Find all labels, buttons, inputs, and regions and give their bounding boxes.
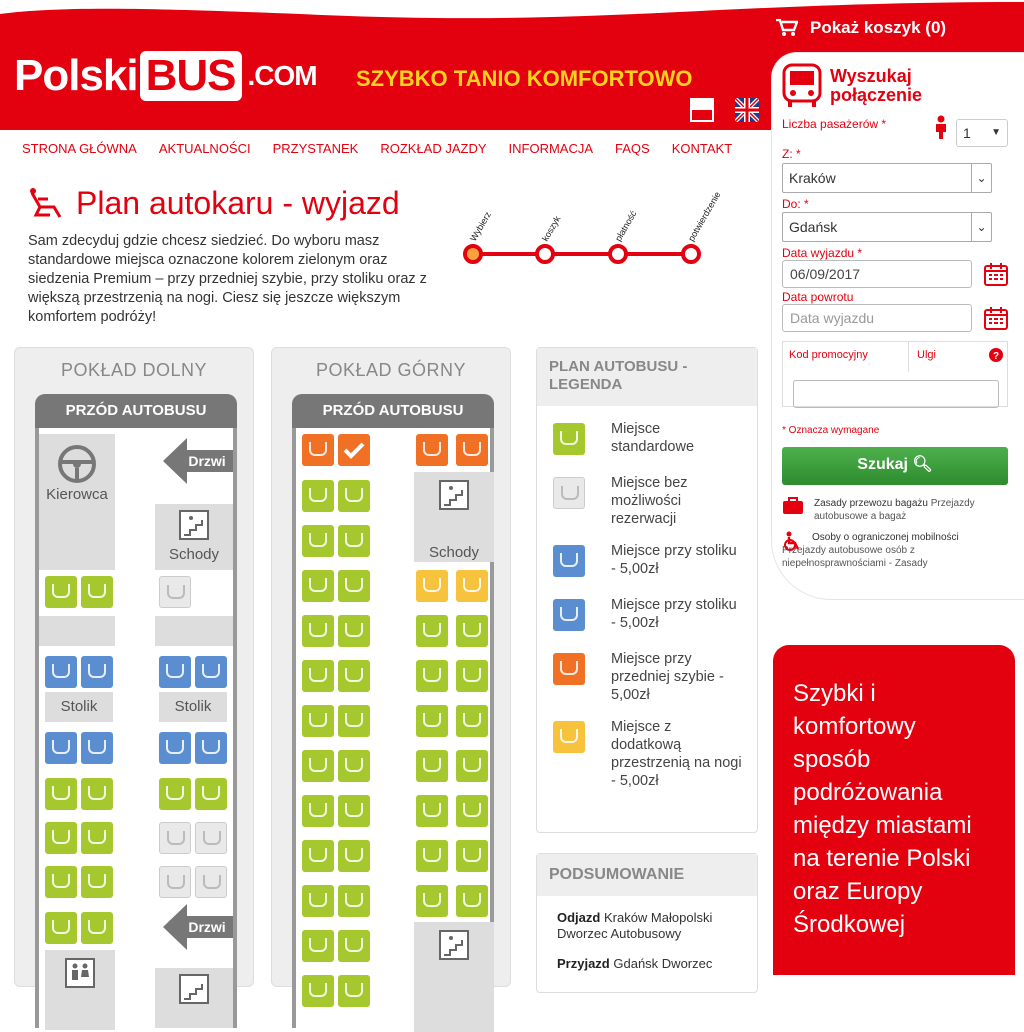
search-title-2: połączenie — [830, 85, 923, 105]
seat-standard[interactable] — [338, 885, 370, 917]
nav-home[interactable]: STRONA GŁÓWNA — [22, 140, 137, 156]
nav-information[interactable]: INFORMACJA — [508, 140, 594, 156]
deck-upper-front: PRZÓD AUTOBUSU — [292, 394, 494, 430]
page-title-text: Plan autokaru - wyjazd — [76, 185, 400, 221]
door-arrow-icon — [163, 904, 233, 950]
search-header — [782, 63, 922, 109]
seat-standard[interactable] — [195, 778, 227, 810]
chevron-down-icon: ⌄ — [971, 213, 991, 241]
table-label: Stolik — [174, 698, 212, 715]
seat-table[interactable] — [45, 656, 77, 688]
seat-selected[interactable] — [338, 434, 370, 466]
nav-news[interactable]: AKTUALNOŚCI — [158, 140, 251, 156]
flag-uk-icon[interactable] — [735, 98, 759, 122]
departure-date-input[interactable]: 06/09/2017 — [782, 260, 972, 288]
promo-tabs — [782, 341, 1008, 407]
seat-standard[interactable] — [338, 705, 370, 737]
logo-bus: BUS — [140, 51, 242, 101]
flag-pl-icon[interactable] — [690, 98, 714, 122]
booking-steps — [455, 180, 745, 280]
step-2-dot — [537, 246, 553, 262]
logo-com: .COM — [247, 60, 317, 91]
legend-item — [553, 596, 745, 636]
toilet-area — [45, 950, 115, 1030]
steering-wheel-icon — [57, 444, 97, 484]
search-button[interactable] — [782, 447, 1008, 485]
required-note: * Oznacza wymagane — [782, 425, 880, 436]
seat-standard[interactable] — [302, 930, 334, 962]
return-date-input[interactable]: Data wyjazdu — [782, 304, 972, 332]
calendar-icon[interactable] — [984, 262, 1008, 286]
driver-area — [39, 434, 115, 570]
mobility-title: Osoby o ograniczonej mobilności — [812, 532, 959, 543]
toilet-icon — [65, 958, 95, 988]
legend-swatch-front-window — [553, 653, 585, 685]
seat-front-window[interactable] — [456, 434, 488, 466]
seat-standard[interactable] — [456, 840, 488, 872]
summary-arrival-value: Gdańsk Dworzec — [613, 956, 713, 971]
stairs-icon — [179, 510, 209, 540]
legend-swatch-standard — [553, 423, 585, 455]
seat-icon — [28, 187, 64, 221]
promo-box: Szybki i komfortowy sposób podróżowania między miastami na terenie Polski oraz Europy Środkowej — [773, 645, 1015, 975]
door-label: Drzwi — [188, 453, 226, 469]
seat-legroom[interactable] — [416, 570, 448, 602]
luggage-text: Przejazdy autobusowe a bagaż — [814, 498, 975, 522]
search-button-label: Szukaj — [857, 456, 908, 473]
legend-label: Miejsce przy przedniej szybie - 5,00zł — [611, 651, 724, 703]
seat-standard[interactable] — [338, 660, 370, 692]
from-select[interactable] — [782, 163, 992, 193]
nav-faqs[interactable]: FAQS — [615, 140, 650, 156]
seat-standard[interactable] — [338, 525, 370, 557]
seat-unavailable — [159, 866, 191, 898]
summary-title: PODSUMOWANIE — [537, 854, 757, 896]
promo-code-input[interactable] — [793, 380, 999, 408]
seat-standard[interactable] — [302, 885, 334, 917]
table-block — [45, 692, 113, 722]
seat-standard[interactable] — [456, 885, 488, 917]
seat-standard[interactable] — [302, 795, 334, 827]
legend-label: Miejsce standardowe — [611, 421, 695, 455]
seat-standard[interactable] — [416, 795, 448, 827]
legend-item — [553, 718, 745, 790]
seat-standard[interactable] — [456, 795, 488, 827]
stairs-label: Schody — [428, 544, 480, 561]
to-select[interactable] — [782, 212, 992, 242]
departure-date-label: Data wyjazdu * — [782, 246, 863, 260]
table-label: Stolik — [60, 698, 98, 715]
summary-arrival — [557, 956, 739, 972]
seat-standard[interactable] — [45, 778, 77, 810]
summary-arrival-label: Przyjazd — [557, 956, 610, 971]
luggage-info[interactable] — [782, 497, 1008, 523]
main-nav — [0, 130, 770, 166]
seat-unavailable — [195, 866, 227, 898]
help-icon[interactable] — [989, 348, 1003, 362]
deck-upper — [271, 347, 511, 987]
summary-panel — [536, 853, 758, 993]
seat-standard[interactable] — [45, 576, 77, 608]
seat-standard[interactable] — [338, 840, 370, 872]
seat-unavailable — [159, 822, 191, 854]
passengers-value: 1 — [963, 125, 971, 141]
cart-icon — [776, 19, 798, 37]
legend-label: Miejsce z dodatkową przestrzenią na nogi - 5,00zł — [611, 719, 742, 789]
mobility-info[interactable] — [782, 531, 1008, 570]
seat-standard[interactable] — [81, 822, 113, 854]
step-3-dot — [610, 246, 626, 262]
seat-standard[interactable] — [416, 615, 448, 647]
seat-table[interactable] — [159, 656, 191, 688]
aisle-block — [155, 616, 233, 646]
seat-legroom[interactable] — [456, 570, 488, 602]
passengers-select[interactable] — [956, 119, 1008, 147]
summary-departure — [557, 910, 739, 942]
to-label: Do: * — [782, 197, 809, 211]
seat-standard[interactable] — [81, 576, 113, 608]
seat-standard[interactable] — [338, 480, 370, 512]
seat-standard[interactable] — [81, 866, 113, 898]
deck-upper-title: POKŁAD GÓRNY — [315, 360, 467, 380]
legend-label: Miejsce przy stoliku - 5,00zł — [611, 597, 737, 631]
seat-standard[interactable] — [338, 975, 370, 1007]
seat-standard[interactable] — [416, 660, 448, 692]
driver-label: Kierowca — [46, 486, 108, 503]
seat-standard[interactable] — [416, 885, 448, 917]
tagline: SZYBKO TANIO KOMFORTOWO — [356, 66, 693, 91]
seat-standard[interactable] — [302, 660, 334, 692]
logo-text: Polski — [14, 51, 138, 100]
legend-item — [553, 420, 745, 460]
door-label: Drzwi — [188, 919, 226, 935]
seat-standard[interactable] — [416, 840, 448, 872]
summary-departure-label: Odjazd — [557, 910, 601, 925]
nav-contact[interactable]: KONTAKT — [671, 140, 733, 156]
stairs-area-bottom — [414, 922, 494, 1032]
seat-front-window[interactable] — [302, 434, 334, 466]
seat-standard[interactable] — [81, 912, 113, 944]
aisle-block — [39, 616, 115, 646]
seat-standard[interactable] — [45, 866, 77, 898]
seat-standard[interactable] — [338, 750, 370, 782]
deck-upper-floor — [292, 428, 494, 1028]
deck-lower-floor — [35, 428, 237, 1028]
seat-table[interactable] — [81, 656, 113, 688]
seat-standard[interactable] — [45, 912, 77, 944]
legend-swatch-table — [553, 545, 585, 577]
step-2-label: koszyk — [540, 214, 563, 243]
seat-table[interactable] — [81, 732, 113, 764]
seat-standard[interactable] — [456, 750, 488, 782]
stairs-icon — [439, 480, 469, 510]
passengers-label: Liczba pasażerów * — [782, 117, 887, 131]
svg-text:?: ? — [992, 351, 1000, 362]
tab-discounts[interactable]: Ulgi — [917, 349, 936, 361]
nav-stop[interactable]: PRZYSTANEK — [272, 140, 359, 156]
person-icon — [934, 115, 948, 139]
step-4-label: potwierdzenie — [686, 189, 723, 243]
seat-standard[interactable] — [338, 570, 370, 602]
step-1-label: Wybierz — [468, 209, 493, 243]
seat-standard[interactable] — [338, 930, 370, 962]
seat-standard[interactable] — [302, 480, 334, 512]
seat-standard[interactable] — [302, 975, 334, 1007]
seat-table[interactable] — [45, 732, 77, 764]
from-value: Kraków — [789, 170, 836, 186]
stairs-icon — [439, 930, 469, 960]
legend-label: Miejsce przy stoliku - 5,00zł — [611, 543, 737, 577]
stairs-label: Schody — [168, 546, 220, 563]
checkmark-icon — [338, 434, 370, 466]
bus-icon — [782, 63, 822, 109]
search-panel — [771, 52, 1024, 600]
intro-text: Sam zdecyduj gdzie chcesz siedzieć. Do wyboru masz standardowe miejsca oznaczone kolorem zielonym oraz siedzenia Premium – przy przedniej szybie, przy stoliku oraz z większą przestrzenią na nogi. Ciesz się jeszcze większym komfortem podróży! — [28, 233, 427, 325]
legend-label: Miejsce bez możliwości rezerwacji — [611, 475, 688, 527]
seat-standard[interactable] — [302, 840, 334, 872]
seat-standard[interactable] — [338, 795, 370, 827]
return-date-label: Data powrotu — [782, 290, 854, 304]
seat-standard[interactable] — [159, 778, 191, 810]
legend-title: PLAN AUTOBUSU - LEGENDA — [537, 348, 757, 406]
chevron-down-icon: ▼ — [991, 127, 1001, 138]
cart-link[interactable] — [776, 18, 946, 38]
from-label: Z: * — [782, 147, 801, 161]
legend-item — [553, 542, 745, 582]
seat-standard[interactable] — [302, 615, 334, 647]
legend-item — [553, 650, 745, 704]
seat-standard[interactable] — [456, 660, 488, 692]
seat-standard[interactable] — [302, 525, 334, 557]
site-logo[interactable] — [14, 48, 317, 104]
mobility-text: Przejazdy autobusowe osób z niepełnosprawnościami - Zasady — [782, 545, 928, 569]
legend-swatch-unavailable — [553, 477, 585, 509]
seat-standard[interactable] — [416, 750, 448, 782]
seat-standard[interactable] — [338, 615, 370, 647]
seat-standard[interactable] — [456, 705, 488, 737]
chevron-down-icon: ⌄ — [971, 164, 991, 192]
nav-timetable[interactable]: ROZKŁAD JAZDY — [380, 140, 487, 156]
calendar-icon[interactable] — [984, 306, 1008, 330]
cart-label: Pokaż koszyk (0) — [810, 18, 947, 37]
tab-promo-code[interactable]: Kod promocyjny — [783, 342, 909, 372]
door-arrow-icon — [163, 438, 233, 484]
search-title-1: Wyszukaj — [830, 66, 912, 86]
seat-standard[interactable] — [302, 570, 334, 602]
page-title — [28, 185, 400, 222]
seat-front-window[interactable] — [416, 434, 448, 466]
seat-table[interactable] — [159, 732, 191, 764]
stairs-area-bottom — [155, 968, 233, 1028]
step-3-label: płatność — [613, 208, 639, 243]
seat-standard[interactable] — [302, 750, 334, 782]
stairs-area — [155, 504, 233, 570]
step-4-dot — [683, 246, 699, 262]
luggage-title: Zasady przewozu bagażu — [814, 498, 928, 509]
seat-unavailable — [195, 822, 227, 854]
legend-item — [553, 474, 745, 528]
wheelchair-icon — [782, 531, 802, 551]
seat-table[interactable] — [195, 732, 227, 764]
seat-unavailable — [159, 576, 191, 608]
seat-standard[interactable] — [81, 778, 113, 810]
table-block — [159, 692, 227, 722]
step-1-dot — [465, 246, 481, 262]
stairs-icon — [179, 974, 209, 1004]
search-icon: 🔍︎ — [912, 456, 933, 473]
deck-lower-title: POKŁAD DOLNY — [60, 360, 208, 380]
stairs-area — [414, 472, 494, 562]
seat-standard[interactable] — [456, 615, 488, 647]
legend-swatch-legroom — [553, 721, 585, 753]
legend-panel — [536, 347, 758, 833]
seat-standard[interactable] — [302, 705, 334, 737]
seat-table[interactable] — [195, 656, 227, 688]
luggage-icon — [782, 497, 804, 515]
to-value: Gdańsk — [789, 219, 838, 235]
seat-standard[interactable] — [45, 822, 77, 854]
legend-swatch-table — [553, 599, 585, 631]
deck-lower-front: PRZÓD AUTOBUSU — [35, 394, 237, 430]
summary-departure-value: Kraków Małopolski Dworzec Autobusowy — [557, 910, 713, 941]
deck-lower — [14, 347, 254, 987]
seat-standard[interactable] — [416, 705, 448, 737]
